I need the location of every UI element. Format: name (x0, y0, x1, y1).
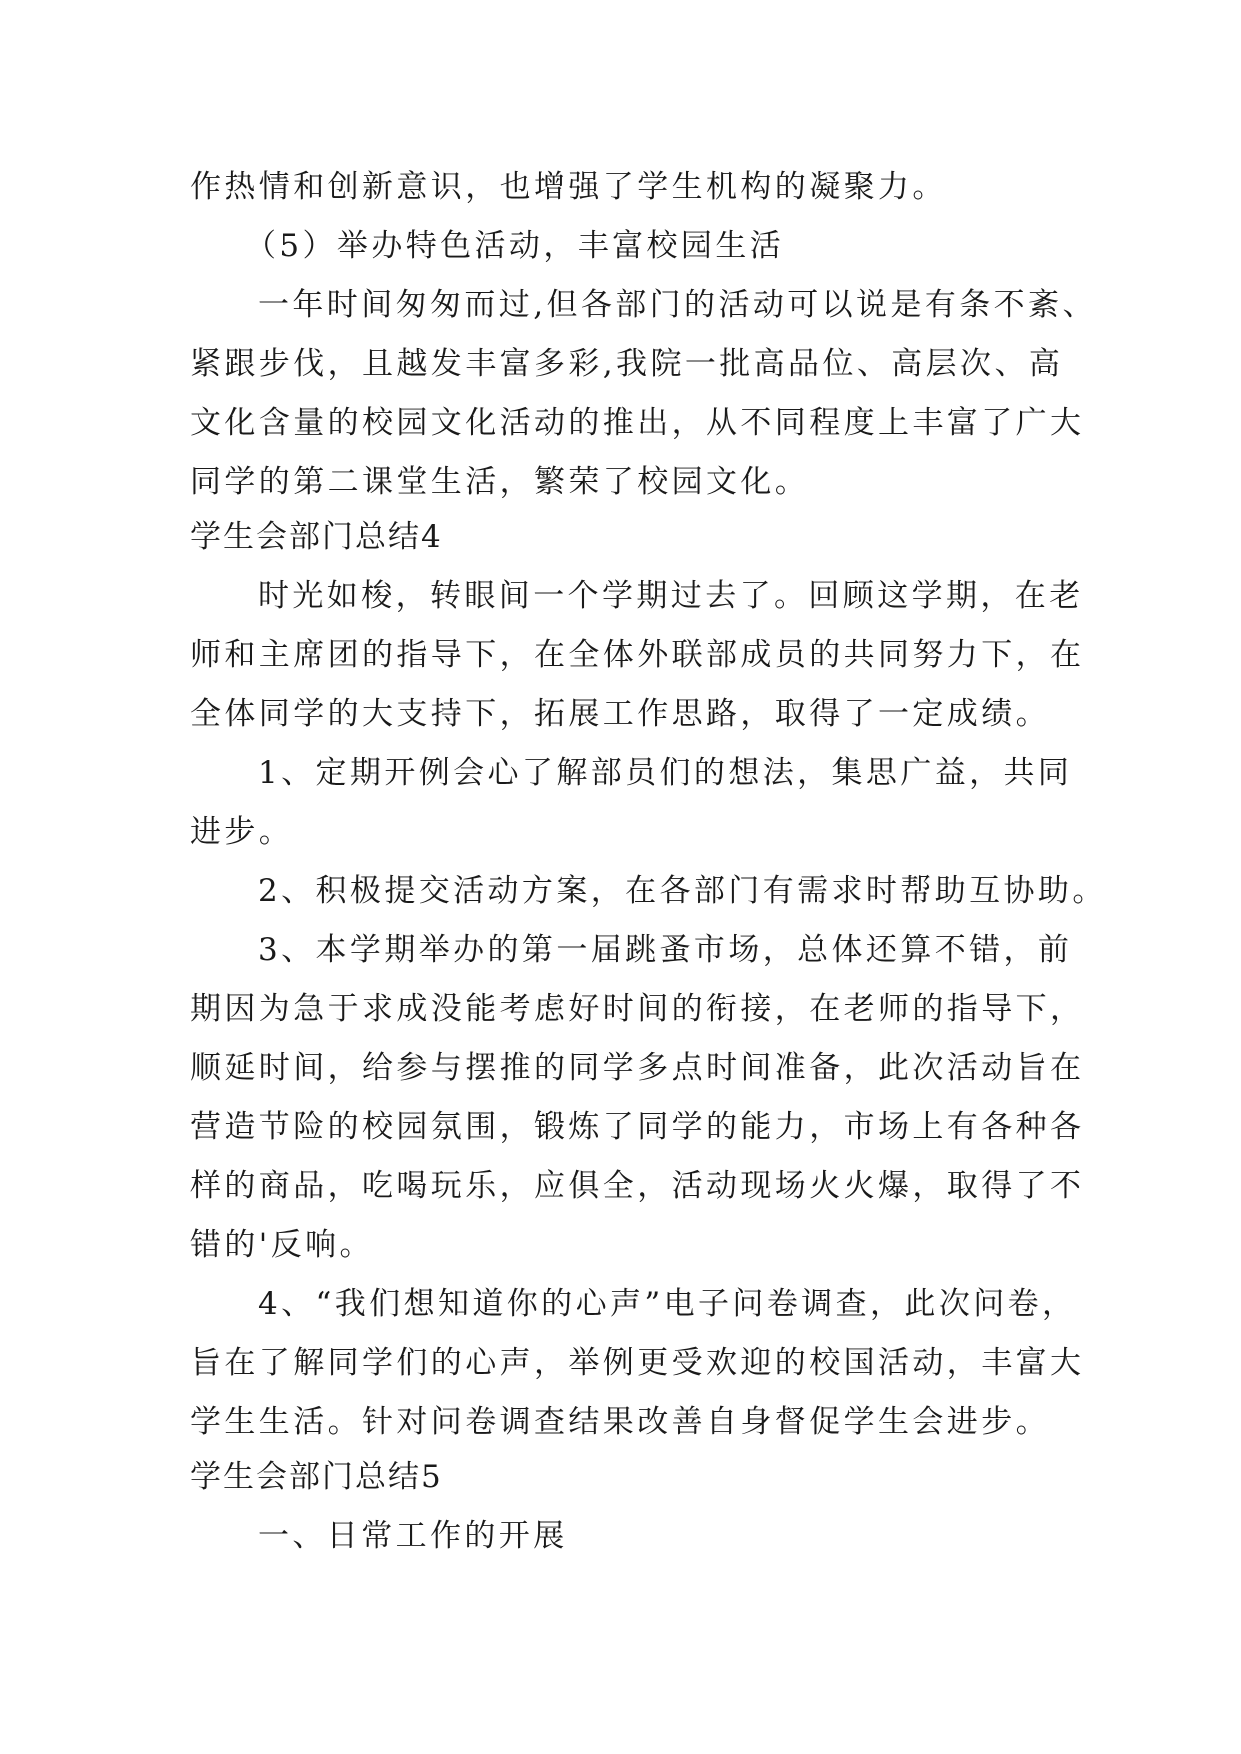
paragraph-line: 期因为急于求成没能考虑好时间的衔接，在老师的指导下， (190, 991, 1085, 1027)
paragraph-line: 师和主席团的指导下，在全体外联部成员的共同努力下，在 (190, 637, 1085, 673)
paragraph-line: 错的'反响。 (190, 1227, 374, 1263)
paragraph-line: 旨在了解同学们的心声，举例更受欢迎的校国活动，丰富大 (190, 1345, 1085, 1381)
section-subheading: （5）举办特色活动，丰富校园生活 (245, 228, 785, 264)
paragraph-line: 2、积极提交活动方案，在各部门有需求时帮助互协助。 (258, 873, 1107, 909)
paragraph-line: 时光如梭，转眼间一个学期过去了。回顾这学期，在老 (258, 578, 1084, 614)
section-heading: 学生会部门总结5 (190, 1459, 443, 1495)
paragraph-line: 文化含量的校园文化活动的推出，从不同程度上丰富了广大 (190, 405, 1085, 441)
section-heading: 学生会部门总结4 (190, 519, 443, 555)
paragraph-line: 学生生活。针对问卷调查结果改善自身督促学生会进步。 (190, 1404, 1050, 1440)
paragraph-line: 一年时间匆匆而过,但各部门的活动可以说是有条不紊、 (258, 287, 1097, 323)
paragraph-line: 4、“我们想知道你的心声”电子问卷调查，此次问卷， (258, 1286, 1077, 1322)
paragraph-line: 同学的第二课堂生活，繁荣了校园文化。 (190, 464, 810, 500)
section-subheading: 一、日常工作的开展 (258, 1518, 568, 1554)
paragraph-line: 全体同学的大支持下，拓展工作思路，取得了一定成绩。 (190, 696, 1050, 732)
paragraph-line: 进步。 (190, 814, 294, 850)
paragraph-line: 作热情和创新意识，也增强了学生机构的凝聚力。 (190, 169, 947, 205)
paragraph-line: 紧跟步伐，且越发丰富多彩,我院一批高品位、高层次、高 (190, 346, 1064, 382)
paragraph-line: 1、定期开例会心了解部员们的想法，集思广益，共同 (258, 755, 1073, 791)
paragraph-line: 营造节险的校园氛围，锻炼了同学的能力，市场上有各种各 (190, 1109, 1085, 1145)
paragraph-line: 样的商品，吃喝玩乐，应俱全，活动现场火火爆，取得了不 (190, 1168, 1085, 1204)
paragraph-line: 3、本学期举办的第一届跳蚤市场，总体还算不错，前 (258, 932, 1073, 968)
paragraph-line: 顺延时间，给参与摆推的同学多点时间准备，此次活动旨在 (190, 1050, 1085, 1086)
